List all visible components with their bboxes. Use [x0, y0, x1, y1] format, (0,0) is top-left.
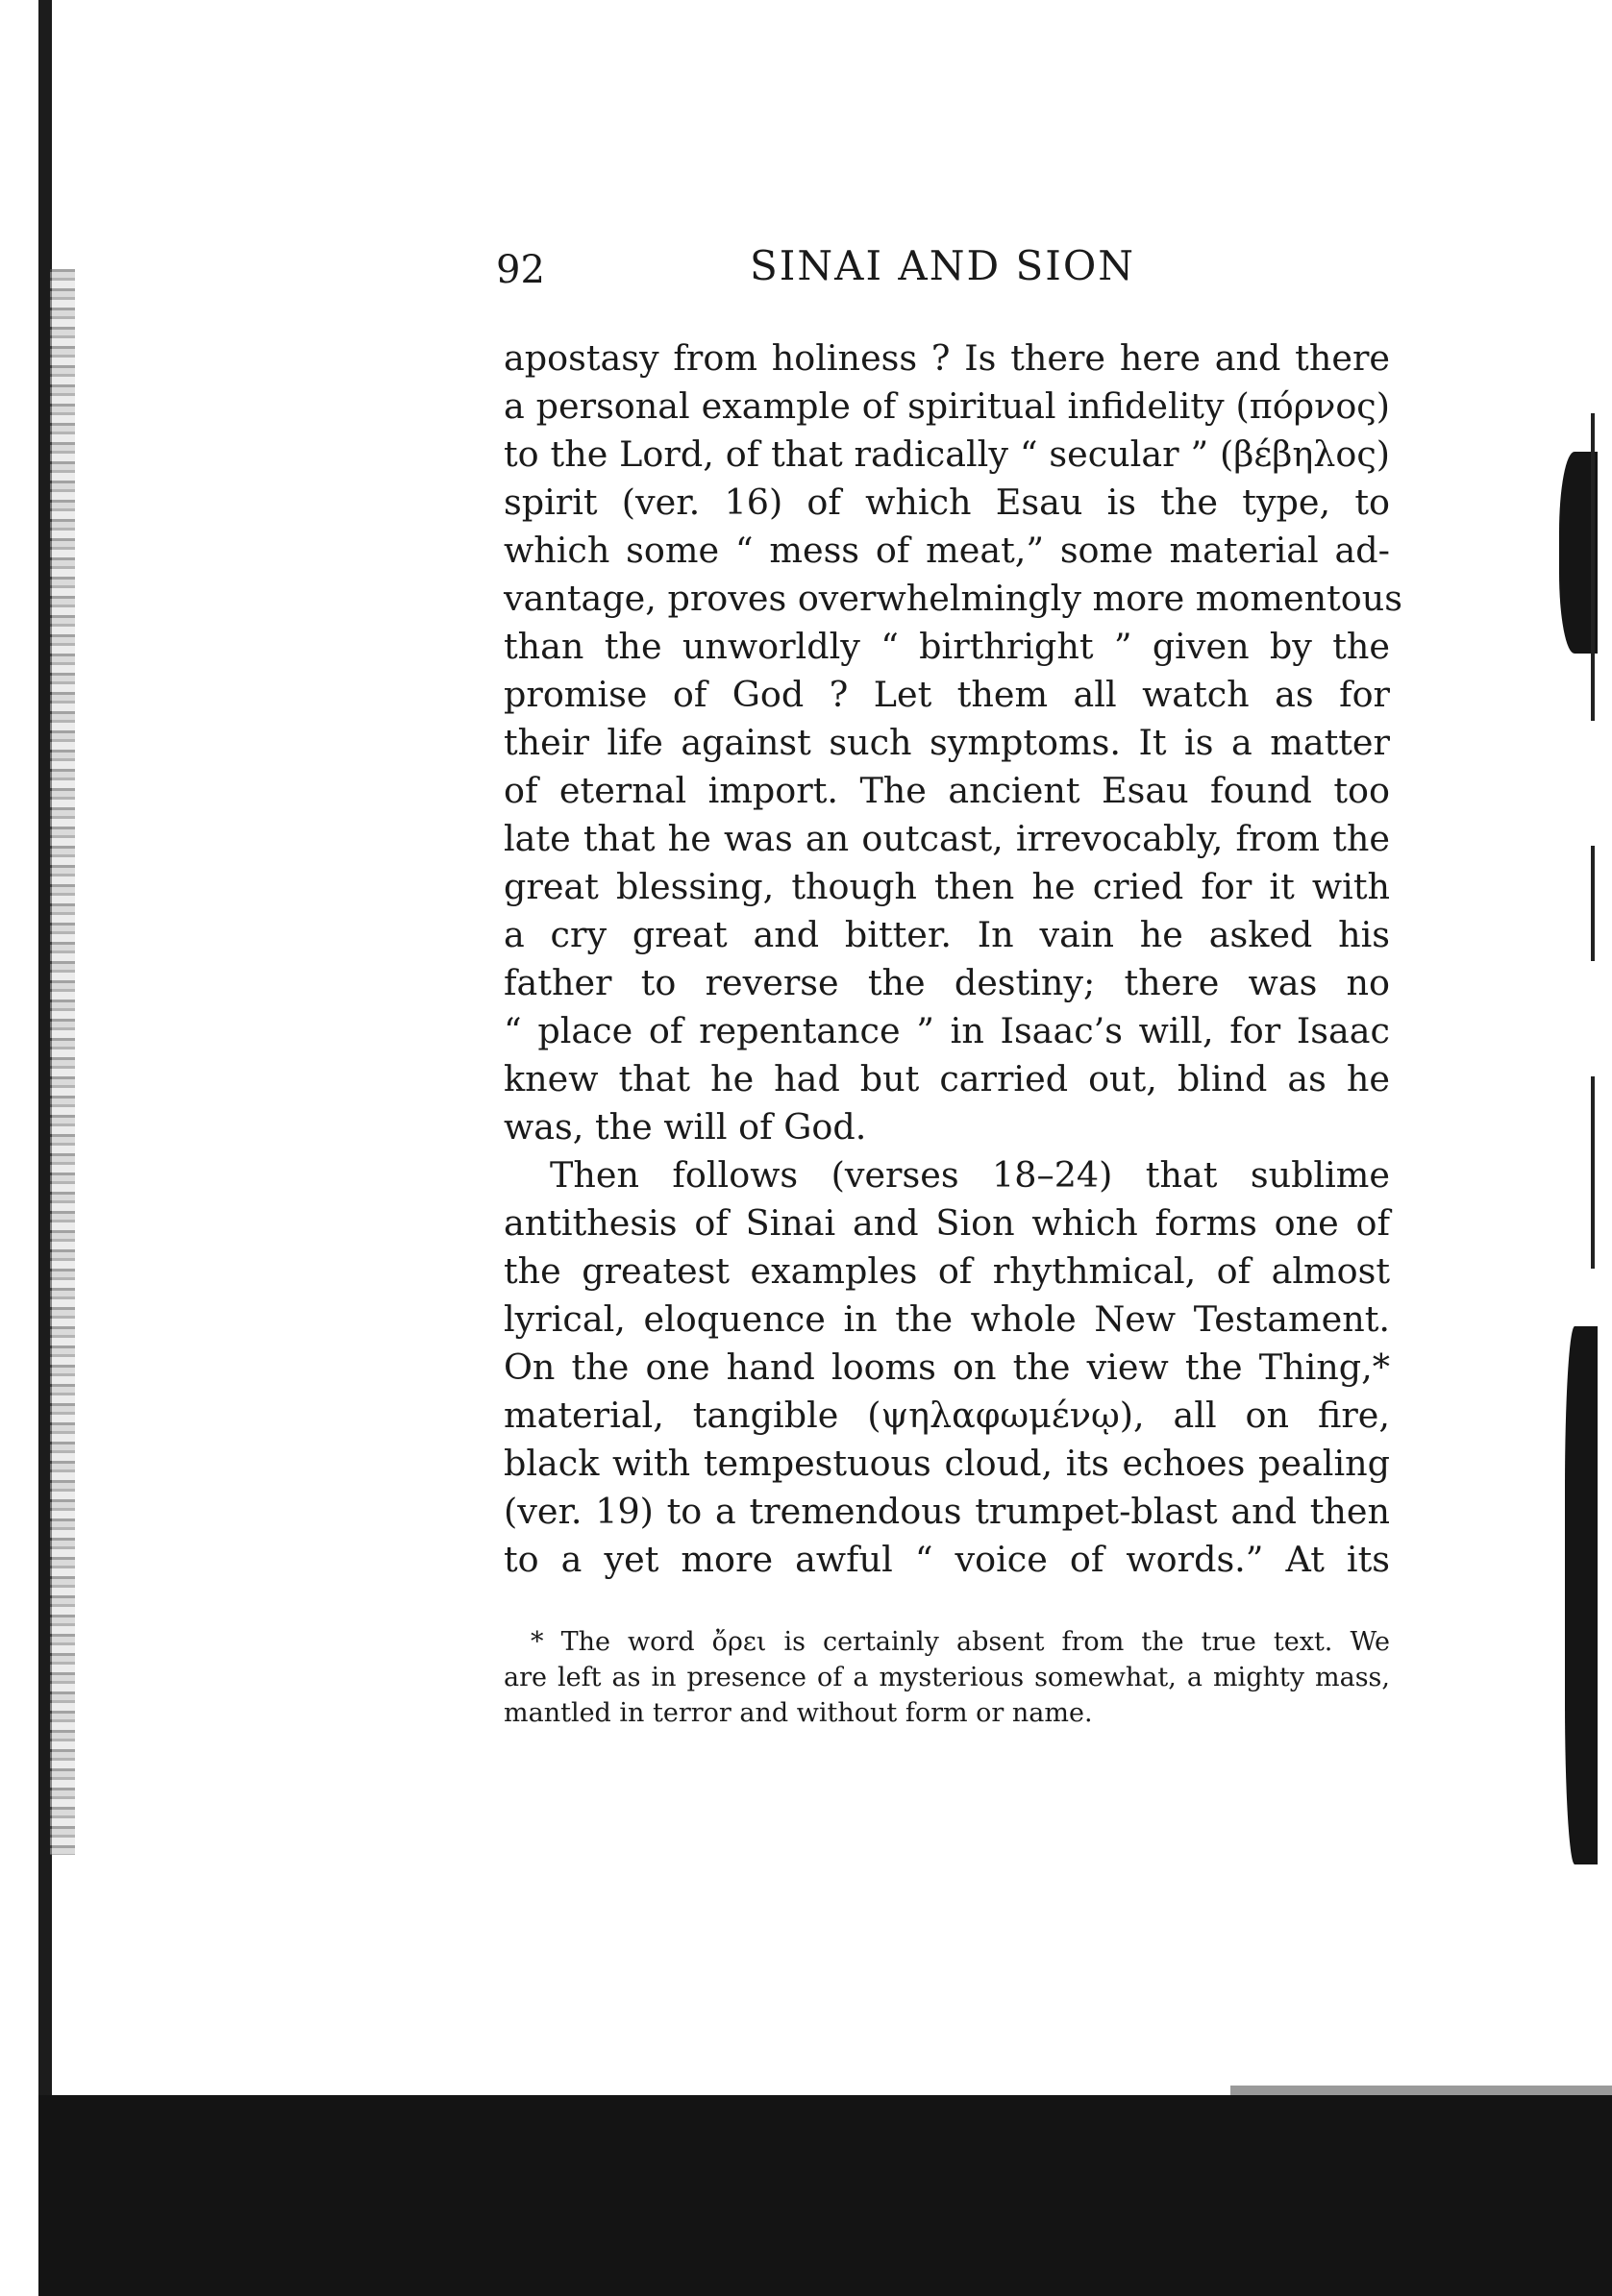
page-number: 92	[496, 248, 545, 292]
text-line: knew that he had but carried out, blind as he	[504, 1058, 1390, 1099]
text-line: spirit (ver. 16) of which Esau is the type, to	[504, 481, 1390, 523]
running-title: SINAI AND SION	[750, 242, 1136, 289]
text-line: late that he was an outcast, irrevocably, from the	[504, 818, 1390, 859]
text-line: which some “ mess of meat,” some material ad-	[504, 530, 1390, 571]
text-line: “ place of repentance ” in Isaac’s will, for Isaac	[504, 1010, 1390, 1051]
text-line: On the one hand looms on the view the Thing,*	[504, 1346, 1390, 1388]
text-line: was, the will of God.	[504, 1106, 867, 1148]
scan-binding-smear	[50, 269, 75, 1855]
text-line: to the Lord, of that radically “ secular ” (βέβηλος)	[504, 433, 1390, 475]
scan-bottom-shadow	[38, 2095, 1612, 2296]
scan-right-line	[1591, 1076, 1595, 1269]
text-line: great blessing, though then he cried for it with	[504, 866, 1390, 907]
text-line: (ver. 19) to a tremendous trumpet-blast and then	[504, 1491, 1390, 1532]
text-line: material, tangible (ψηλαφωμένῳ), all on fire,	[504, 1395, 1390, 1436]
text-line: promise of God ? Let them all watch as for	[504, 674, 1390, 715]
text-line: vantage, proves overwhelmingly more momentous	[504, 578, 1402, 619]
text-line: Then follows (verses 18–24) that sublime	[550, 1154, 1390, 1196]
body-text	[504, 334, 1402, 1584]
text-line: apostasy from holiness ? Is there here and there	[504, 337, 1390, 379]
text-line: lyrical, eloquence in the whole New Testament.	[504, 1298, 1390, 1340]
scan-right-line	[1591, 413, 1595, 721]
text-line: their life against such symptoms. It is a matter	[504, 722, 1390, 763]
scan-right-line	[1591, 846, 1595, 961]
footnote-line: are left as in presence of a mysterious somewhat, a mighty mass,	[504, 1663, 1390, 1692]
footnote	[504, 1624, 1390, 1731]
text-line: than the unworldly “ birthright ” given by the	[504, 626, 1390, 667]
text-line: father to reverse the destiny; there was no	[504, 962, 1390, 1003]
text-line: to a yet more awful “ voice of words.” At its	[504, 1539, 1390, 1580]
text-line: a cry great and bitter. In vain he asked his	[504, 914, 1390, 955]
scan-right-artifact	[1565, 1326, 1598, 1864]
text-line: black with tempestuous cloud, its echoes pealing	[504, 1443, 1390, 1484]
text-line: a personal example of spiritual infidelity (πόρνος)	[504, 385, 1390, 427]
text-line: of eternal import. The ancient Esau found too	[504, 770, 1390, 811]
text-line: the greatest examples of rhythmical, of almost	[504, 1250, 1390, 1292]
footnote-line: mantled in terror and without form or name.	[504, 1698, 1093, 1728]
footnote-line: * The word ὄρει is certainly absent from the true text. We	[531, 1627, 1390, 1657]
text-line: antithesis of Sinai and Sion which forms one of	[504, 1202, 1390, 1244]
